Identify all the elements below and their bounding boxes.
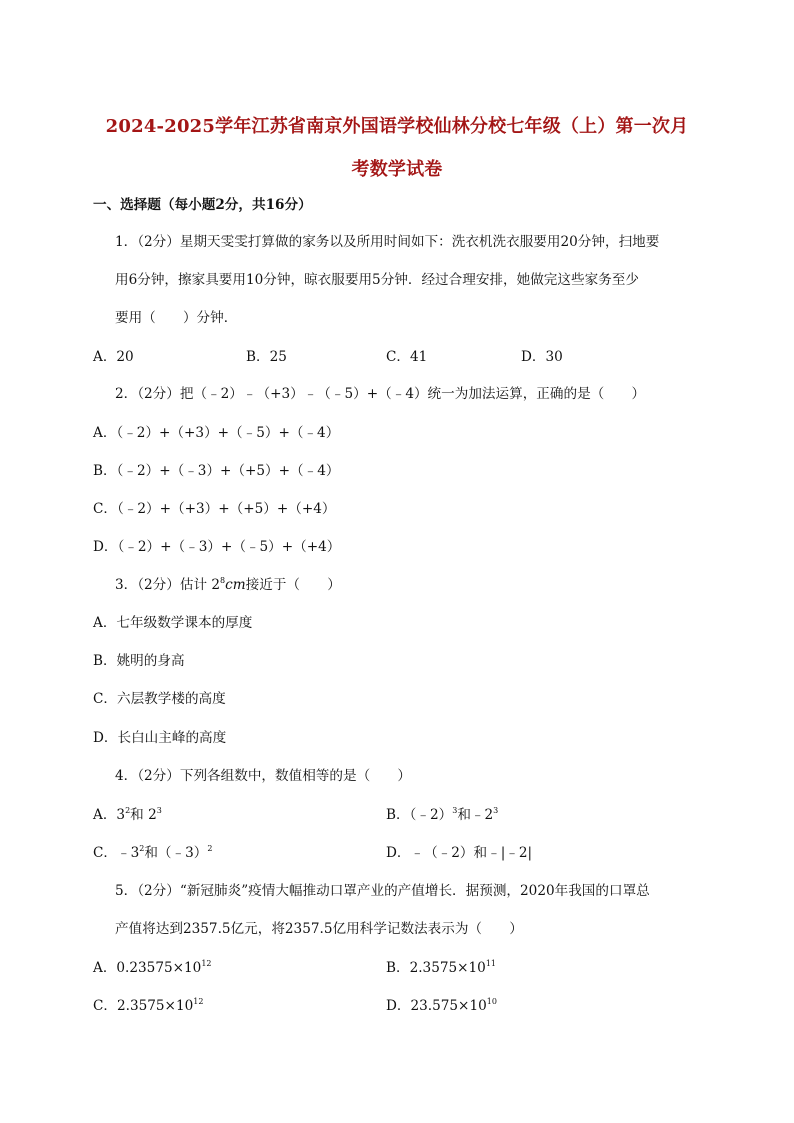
- question-1-option-b: B．25: [246, 349, 287, 365]
- question-5-option-b: [386, 959, 496, 977]
- question-4-option-b: [386, 806, 498, 824]
- q5b-mantissa: B．2.3575×10: [386, 960, 486, 976]
- question-4-option-d: D．﹣（﹣2）和﹣|﹣2|: [386, 845, 533, 861]
- q4c-exp2: 2: [207, 844, 213, 853]
- question-5-line2: 产值将达到2357.5亿元，将2357.5亿用科学记数法表示为（ ）: [115, 921, 523, 937]
- q4a-base1: A．3: [93, 807, 126, 823]
- question-2-option-d: D．（﹣2）+（﹣3）+（﹣5）+（+4）: [93, 539, 341, 555]
- question-3-prefix: 3．（2分）估计 2: [115, 577, 221, 593]
- q4b-exp1: 3: [452, 806, 458, 815]
- question-1-line1: 1．（2分）星期天雯雯打算做的家务以及所用时间如下：洗衣机洗衣服要用20分钟，扫地要: [115, 234, 660, 250]
- question-3-line1: [115, 576, 341, 594]
- question-2-option-a: A．（﹣2）+（+3）+（﹣5）+（﹣4）: [93, 425, 340, 441]
- q5a-exponent: 12: [201, 959, 212, 968]
- question-4-option-a: [93, 806, 162, 824]
- question-3-suffix: 接近于（ ）: [245, 577, 341, 593]
- q4c-base2: 和（﹣3）: [144, 845, 208, 861]
- exam-title-line2: 考数学试卷: [351, 159, 443, 180]
- q5b-exponent: 11: [485, 959, 497, 968]
- question-5-option-a: [93, 959, 212, 977]
- question-2-option-c: C．（﹣2）+（+3）+（+5）+（+4）: [93, 501, 336, 517]
- question-3-unit: cm: [225, 577, 246, 593]
- question-5-option-c: [93, 997, 203, 1015]
- exam-title-line1: 2024-2025学年江苏省南京外国语学校仙林分校七年级（上）第一次月: [105, 116, 689, 137]
- question-3-exponent: 8: [220, 576, 226, 585]
- q4a-exp2: 3: [156, 806, 162, 815]
- question-5-line1: 5．（2分）“新冠肺炎”疫情大幅推动口罩产业的产值增长．据预测，2020年我国的口罩总: [115, 883, 650, 899]
- question-3-option-c: C．六层教学楼的高度: [93, 691, 226, 707]
- question-1-option-d: D．30: [521, 349, 563, 365]
- question-1-option-c: C．41: [386, 349, 428, 365]
- q4a-base2: 和 2: [130, 807, 157, 823]
- question-1-line2: 用6分钟，擦家具要用10分钟，晾衣服要用5分钟．经过合理安排，她做完这些家务至少: [115, 272, 639, 288]
- question-2-line1: 2．（2分）把（﹣2）﹣（+3）﹣（﹣5）+（﹣4）统一为加法运算，正确的是（ ）: [115, 386, 646, 402]
- q5c-mantissa: C．2.3575×10: [93, 998, 194, 1014]
- q5d-exponent: 10: [486, 997, 497, 1006]
- question-4-option-c: [93, 844, 212, 862]
- q4b-exp2: 3: [493, 806, 499, 815]
- section-heading-choice: 一、选择题（每小题2分，共16分）: [93, 197, 312, 213]
- question-2-option-b: B．（﹣2）+（﹣3）+（+5）+（﹣4）: [93, 463, 340, 479]
- question-3-option-d: D．长白山主峰的高度: [93, 730, 227, 746]
- question-4-line1: 4．（2分）下列各组数中，数值相等的是（ ）: [115, 768, 411, 784]
- q4a-exp1: 2: [125, 806, 131, 815]
- question-1-option-a: A．20: [93, 349, 134, 365]
- question-3-option-b: B．姚明的身高: [93, 653, 185, 669]
- q4c-exp1: 2: [139, 844, 145, 853]
- q5d-mantissa: D．23.575×10: [386, 998, 487, 1014]
- q5a-mantissa: A．0.23575×10: [93, 960, 202, 976]
- q4b-base2: 和﹣2: [457, 807, 494, 823]
- q4c-base1: C．﹣3: [93, 845, 140, 861]
- question-5-option-d: [386, 997, 497, 1015]
- question-3-option-a: A．七年级数学课本的厚度: [93, 615, 253, 631]
- question-1-line3: 要用（ ）分钟．: [115, 310, 238, 326]
- q5c-exponent: 12: [193, 997, 204, 1006]
- q4b-base1: B．（﹣2）: [386, 807, 453, 823]
